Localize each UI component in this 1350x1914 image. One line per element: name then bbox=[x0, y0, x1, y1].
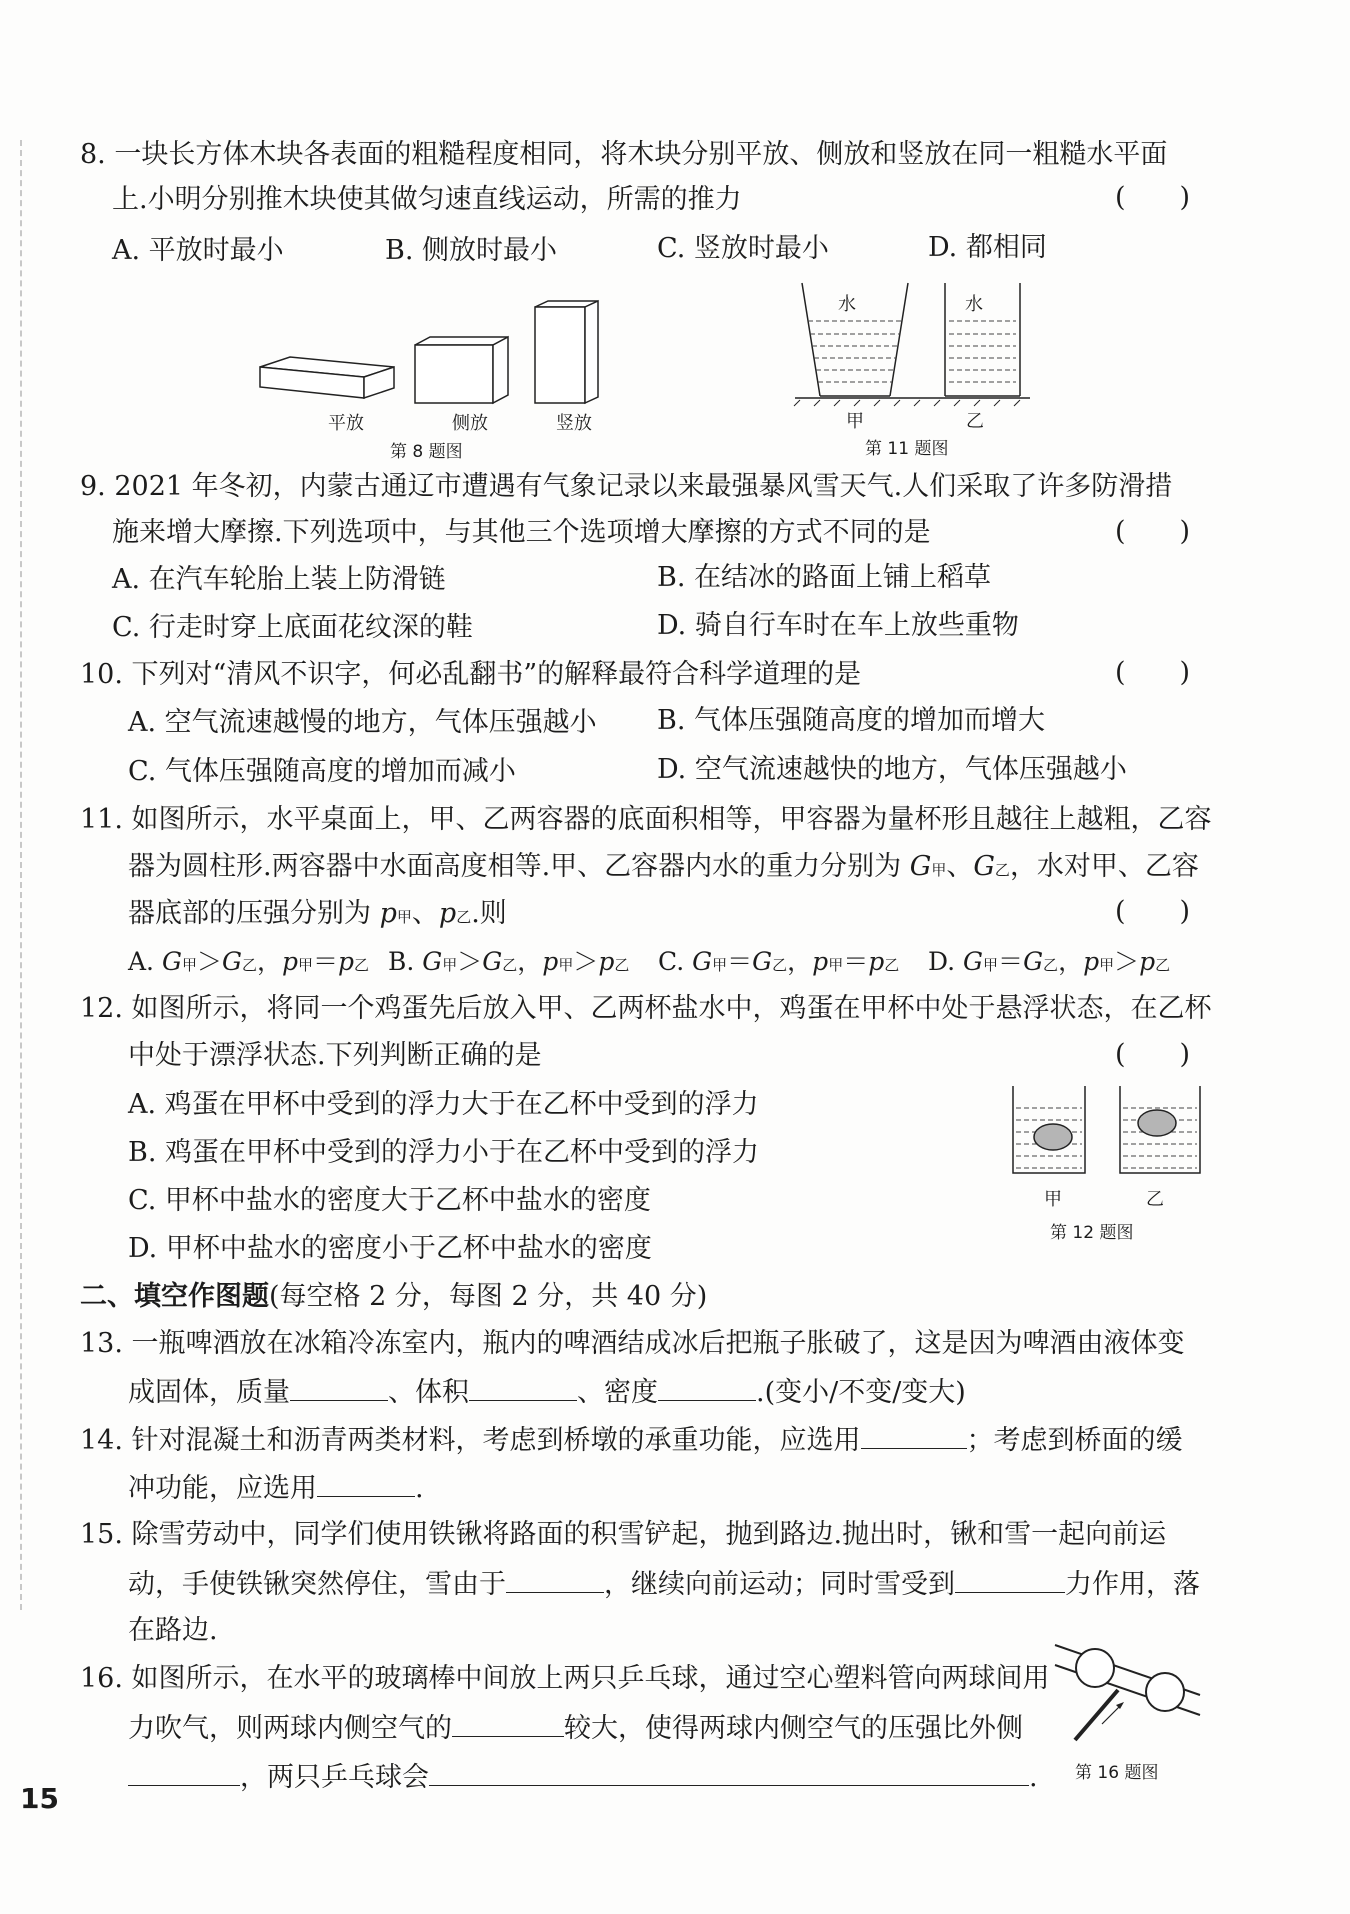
q14-text-2: ；考虑到桥面的缓 bbox=[966, 1425, 1183, 1456]
q13-line1: 13. 一瓶啤酒放在冰箱冷冻室内，瓶内的啤酒结成冰后把瓶子胀破了，这是因为啤酒由液体变 bbox=[80, 1328, 1185, 1359]
subscript-yi: 乙 bbox=[884, 956, 900, 974]
subscript-jia: 甲 bbox=[558, 956, 574, 974]
p-symbol: p bbox=[281, 947, 298, 976]
option-letter: D. bbox=[928, 947, 964, 976]
q16-line1: 16. 如图所示，在水平的玻璃棒中间放上两只乒乓球，通过空心塑料管向两球间用 bbox=[80, 1663, 1050, 1694]
g-symbol: G bbox=[909, 851, 932, 882]
q13-blank-density[interactable] bbox=[658, 1374, 756, 1401]
q8-label-side: 侧放 bbox=[452, 413, 488, 434]
p-symbol: p bbox=[379, 898, 397, 929]
q15-text-2: ，继续向前运动；同时雪受到 bbox=[604, 1569, 955, 1600]
q14-blank-pier[interactable] bbox=[861, 1422, 967, 1449]
subscript-jia: 甲 bbox=[931, 861, 947, 879]
q11-water-label-yi: 水 bbox=[965, 294, 983, 315]
q9-option-d: D. 骑自行车时在车上放些重物 bbox=[657, 610, 1019, 641]
comma: ， bbox=[1058, 947, 1084, 976]
q10-option-d: D. 空气流速越快的地方，气体压强越小 bbox=[657, 754, 1127, 785]
q9-line1: 9. 2021 年冬初，内蒙古通辽市遭遇有气象记录以来最强暴风雪天气.人们采取了许多防滑措 bbox=[80, 471, 1173, 502]
q11-option-a bbox=[128, 945, 369, 982]
g-symbol: G bbox=[422, 947, 443, 976]
q11-option-d bbox=[928, 945, 1170, 982]
greater-than: ＞ bbox=[196, 947, 222, 976]
equals: ＝ bbox=[843, 947, 869, 976]
q8-option-a: A. 平放时最小 bbox=[112, 235, 284, 266]
q15-line3: 在路边. bbox=[128, 1615, 218, 1646]
g-symbol: G bbox=[221, 947, 242, 976]
q13-line2 bbox=[128, 1374, 966, 1410]
q14-blank-deck[interactable] bbox=[317, 1470, 415, 1497]
q15-line2 bbox=[128, 1566, 1200, 1602]
q11-option-c bbox=[658, 945, 899, 982]
q11-line3-tail: .则 bbox=[471, 898, 507, 929]
q15-blank-inertia[interactable] bbox=[506, 1566, 604, 1593]
page-number: 15 bbox=[20, 1782, 59, 1815]
g-symbol: G bbox=[482, 947, 503, 976]
q11-line2 bbox=[128, 850, 1199, 887]
q12-egg-cups-figure bbox=[1005, 1083, 1205, 1178]
q12-option-c: C. 甲杯中盐水的密度大于乙杯中盐水的密度 bbox=[128, 1185, 651, 1216]
q8-line1: 8. 一块长方体木块各表面的粗糙程度相同，将木块分别平放、侧放和竖放在同一粗糙水平面 bbox=[80, 139, 1168, 170]
q14-line1 bbox=[80, 1422, 1183, 1458]
q12-line1: 12. 如图所示，将同一个鸡蛋先后放入甲、乙两杯盐水中，鸡蛋在甲杯中处于悬浮状态，在乙杯 bbox=[80, 993, 1212, 1024]
q16-text-2: 较大，使得两球内侧空气的压强比外侧 bbox=[564, 1713, 1023, 1744]
q8-answer-paren: ( ) bbox=[1115, 182, 1191, 213]
p-symbol: p bbox=[812, 947, 829, 976]
q11-line2-tail: ，水对甲、乙容 bbox=[1009, 851, 1199, 882]
q16-blank-speed[interactable] bbox=[452, 1710, 564, 1737]
q11-option-b bbox=[388, 945, 629, 982]
q12-option-d: D. 甲杯中盐水的密度小于乙杯中盐水的密度 bbox=[128, 1233, 652, 1264]
subscript-jia: 甲 bbox=[442, 956, 458, 974]
q11-label-yi: 乙 bbox=[966, 411, 984, 432]
q16-blank-pressure[interactable] bbox=[128, 1759, 240, 1786]
subscript-yi: 乙 bbox=[1155, 956, 1171, 974]
q12-option-b: B. 鸡蛋在甲杯中受到的浮力小于在乙杯中受到的浮力 bbox=[128, 1137, 760, 1168]
p-symbol: p bbox=[868, 947, 885, 976]
p-symbol: p bbox=[438, 898, 457, 929]
q14-text-4: . bbox=[415, 1473, 424, 1504]
option-letter: C. bbox=[658, 947, 693, 976]
g-symbol: G bbox=[161, 947, 182, 976]
q8-option-c: C. 竖放时最小 bbox=[657, 233, 829, 264]
g-symbol: G bbox=[963, 947, 984, 976]
subscript-yi: 乙 bbox=[502, 956, 518, 974]
q8-line2: 上.小明分别推木块使其做匀速直线运动，所需的推力 bbox=[112, 184, 742, 215]
subscript-jia: 甲 bbox=[983, 956, 999, 974]
q15-blank-force[interactable] bbox=[955, 1566, 1065, 1593]
g-symbol: G bbox=[973, 851, 995, 882]
binding-margin-line bbox=[20, 140, 22, 1610]
q11-label-jia: 甲 bbox=[846, 411, 864, 432]
subscript-yi: 乙 bbox=[241, 956, 257, 974]
q12-line2: 中处于漂浮状态.下列判断正确的是 bbox=[128, 1040, 542, 1071]
q11-figure-caption: 第 11 题图 bbox=[865, 439, 949, 459]
q8-figure-caption: 第 8 题图 bbox=[390, 442, 463, 462]
q8-option-b: B. 侧放时最小 bbox=[385, 235, 558, 266]
q11-line1: 11. 如图所示，水平桌面上，甲、乙两容器的底面积相等，甲容器为量杯形且越往上越粗，乙容 bbox=[80, 804, 1212, 835]
q11-line3-text: 器底部的压强分别为 bbox=[128, 898, 380, 929]
q13-text-choices: .(变小/不变/变大) bbox=[756, 1377, 966, 1408]
p-symbol: p bbox=[598, 947, 615, 976]
q10-option-c: C. 气体压强随高度的增加而减小 bbox=[128, 756, 516, 787]
greater-than: ＞ bbox=[457, 947, 483, 976]
q11-line3 bbox=[128, 897, 507, 934]
g-symbol: G bbox=[752, 947, 773, 976]
q13-text-density: 、密度 bbox=[577, 1377, 658, 1408]
q13-blank-volume[interactable] bbox=[469, 1374, 577, 1401]
subscript-jia: 甲 bbox=[712, 956, 728, 974]
option-letter: B. bbox=[388, 947, 423, 976]
g-symbol: G bbox=[692, 947, 713, 976]
p-symbol: p bbox=[542, 947, 559, 976]
subscript-yi: 乙 bbox=[994, 861, 1010, 879]
section-2-title: 二、填空作图题 bbox=[80, 1281, 269, 1312]
q14-text-3: 冲功能，应选用 bbox=[128, 1473, 317, 1504]
q11-separator: 、 bbox=[946, 851, 974, 882]
q16-text-3: ，两只乒乓球会 bbox=[240, 1762, 429, 1793]
q10-option-a: A. 空气流速越慢的地方，气体压强越小 bbox=[128, 707, 597, 738]
q12-answer-paren: ( ) bbox=[1115, 1039, 1191, 1070]
comma: ， bbox=[787, 947, 813, 976]
subscript-yi: 乙 bbox=[614, 956, 630, 974]
section-2-heading bbox=[80, 1280, 707, 1314]
q8-option-d: D. 都相同 bbox=[928, 232, 1047, 263]
q14-text-1: 14. 针对混凝土和沥青两类材料，考虑到桥墩的承重功能，应选用 bbox=[80, 1425, 861, 1456]
subscript-jia: 甲 bbox=[396, 908, 412, 926]
q15-text-3: 力作用，落 bbox=[1065, 1569, 1200, 1600]
q9-option-b: B. 在结冰的路面上铺上稻草 bbox=[657, 562, 992, 593]
subscript-yi: 乙 bbox=[772, 956, 788, 974]
q16-line2 bbox=[128, 1710, 1023, 1746]
g-symbol: G bbox=[1023, 947, 1044, 976]
q13-blank-mass[interactable] bbox=[290, 1374, 388, 1401]
q11-answer-paren: ( ) bbox=[1115, 896, 1191, 927]
equals: ＝ bbox=[313, 947, 339, 976]
comma: ， bbox=[256, 947, 282, 976]
q13-text-mass: 成固体，质量 bbox=[128, 1377, 290, 1408]
subscript-jia: 甲 bbox=[298, 956, 314, 974]
equals: ＝ bbox=[727, 947, 753, 976]
q11-containers-figure bbox=[790, 278, 1030, 403]
q12-label-yi: 乙 bbox=[1146, 1189, 1164, 1210]
p-symbol: p bbox=[338, 947, 355, 976]
subscript-yi: 乙 bbox=[354, 956, 370, 974]
q13-text-volume: 、体积 bbox=[388, 1377, 469, 1408]
q8-blocks-figure bbox=[250, 295, 610, 410]
subscript-jia: 甲 bbox=[181, 956, 197, 974]
option-letter: A. bbox=[128, 947, 162, 976]
q10-option-b: B. 气体压强随高度的增加而增大 bbox=[657, 705, 1046, 736]
p-symbol: p bbox=[1083, 947, 1100, 976]
q15-line1: 15. 除雪劳动中，同学们使用铁锹将路面的积雪铲起，抛到路边.抛出时，锹和雪一起向前运 bbox=[80, 1519, 1167, 1550]
comma: ， bbox=[517, 947, 543, 976]
subscript-jia: 甲 bbox=[1099, 956, 1115, 974]
q8-label-flat: 平放 bbox=[328, 413, 364, 434]
q11-line2-text: 器为圆柱形.两容器中水面高度相等.甲、乙容器内水的重力分别为 bbox=[128, 851, 910, 882]
section-2-scoring-note: (每空格 2 分，每图 2 分，共 40 分) bbox=[269, 1281, 708, 1312]
greater-than: ＞ bbox=[573, 947, 599, 976]
q11-water-label-jia: 水 bbox=[838, 294, 856, 315]
q12-figure-caption: 第 12 题图 bbox=[1050, 1223, 1134, 1243]
subscript-jia: 甲 bbox=[828, 956, 844, 974]
greater-than: ＞ bbox=[1114, 947, 1140, 976]
q12-label-jia: 甲 bbox=[1044, 1189, 1062, 1210]
q16-text-1: 力吹气，则两球内侧空气的 bbox=[128, 1713, 452, 1744]
q9-line2: 施来增大摩擦.下列选项中，与其他三个选项增大摩擦的方式不同的是 bbox=[112, 517, 931, 548]
q15-text-1: 动，手使铁锹突然停住，雪由于 bbox=[128, 1569, 506, 1600]
q9-answer-paren: ( ) bbox=[1115, 516, 1191, 547]
q9-option-a: A. 在汽车轮胎上装上防滑链 bbox=[112, 564, 446, 595]
q16-pingpong-figure bbox=[1050, 1640, 1210, 1750]
q16-text-4: . bbox=[1029, 1762, 1038, 1793]
subscript-yi: 乙 bbox=[1043, 956, 1059, 974]
q10-line1: 10. 下列对“清风不识字，何必乱翻书”的解释最符合科学道理的是 bbox=[80, 659, 862, 690]
q9-option-c: C. 行走时穿上底面花纹深的鞋 bbox=[112, 612, 473, 643]
q12-option-a: A. 鸡蛋在甲杯中受到的浮力大于在乙杯中受到的浮力 bbox=[128, 1089, 759, 1120]
q16-figure-caption: 第 16 题图 bbox=[1075, 1763, 1159, 1783]
subscript-yi: 乙 bbox=[456, 908, 472, 926]
equals: ＝ bbox=[998, 947, 1024, 976]
q11-separator: 、 bbox=[411, 898, 439, 929]
q16-blank-result[interactable] bbox=[429, 1759, 1029, 1786]
p-symbol: p bbox=[1139, 947, 1156, 976]
q16-line3 bbox=[128, 1759, 1038, 1795]
q14-line2 bbox=[128, 1470, 424, 1506]
q10-answer-paren: ( ) bbox=[1115, 657, 1191, 688]
q8-label-upright: 竖放 bbox=[556, 413, 592, 434]
